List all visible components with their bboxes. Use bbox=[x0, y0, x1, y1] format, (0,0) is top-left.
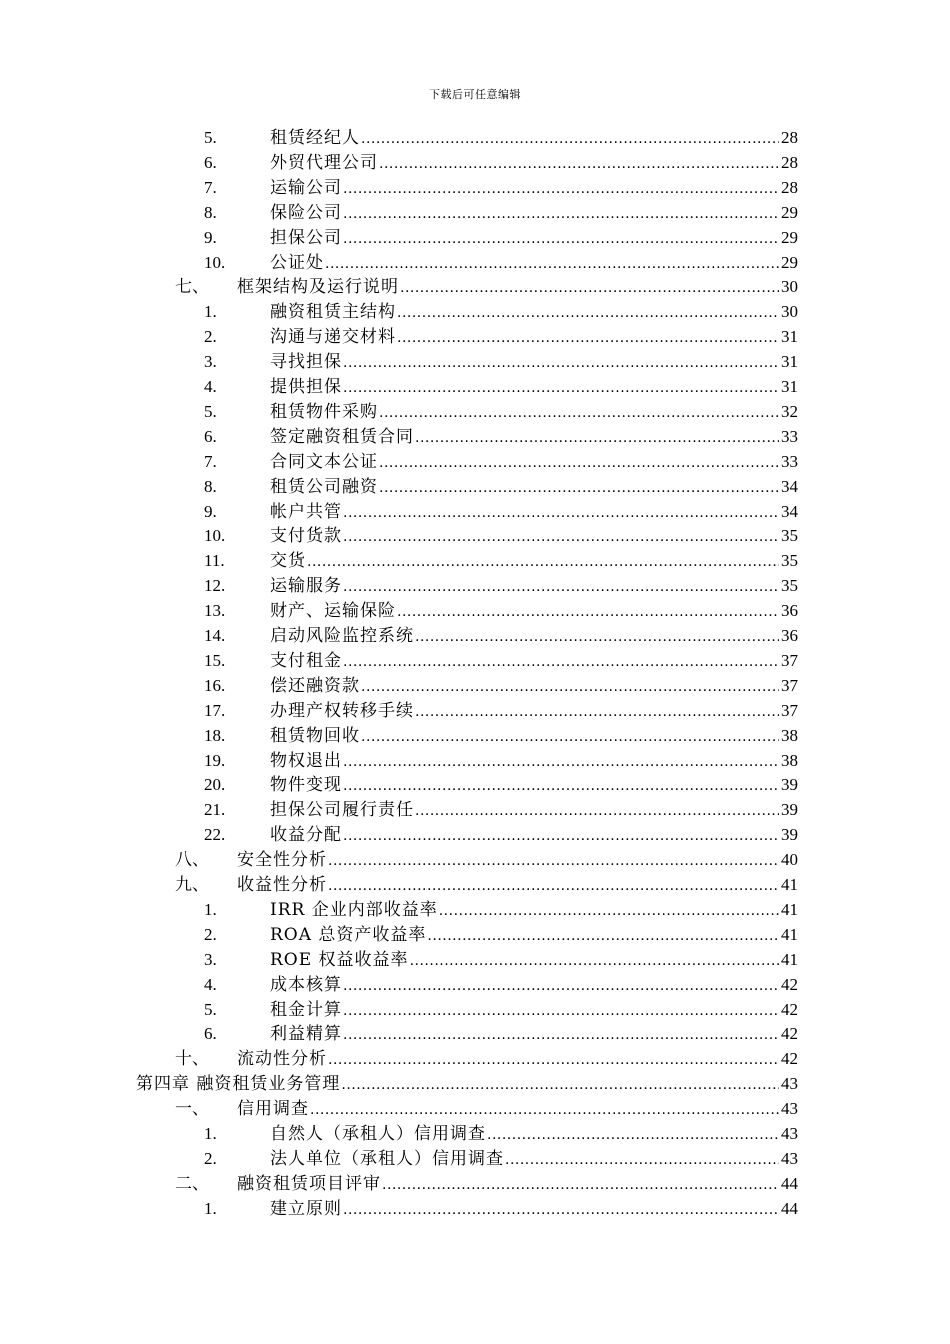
toc-entry-number: 8. bbox=[204, 202, 217, 222]
toc-entry-page: 37 bbox=[781, 675, 798, 695]
toc-entry-number: 八、 bbox=[175, 850, 209, 870]
toc-entry[interactable] bbox=[204, 399, 798, 424]
toc-entry-page: 41 bbox=[781, 875, 798, 894]
toc-entry-title: 利益精算 bbox=[270, 1024, 342, 1045]
toc-entry-title: 成本核算 bbox=[270, 974, 342, 995]
toc-entry-title: 租金计算 bbox=[270, 999, 342, 1020]
toc-entry-number: 20. bbox=[204, 775, 226, 795]
toc-dot-leader bbox=[343, 650, 779, 675]
toc-entry-number: 12. bbox=[204, 576, 226, 596]
toc-entry-page: 33 bbox=[781, 451, 798, 471]
toc-dot-leader bbox=[343, 501, 779, 526]
toc-entry-number: 21. bbox=[204, 800, 226, 820]
toc-dot-leader bbox=[379, 451, 779, 476]
toc-entry-number: 4. bbox=[204, 377, 217, 396]
toc-entry-page: 29 bbox=[781, 252, 798, 272]
toc-dot-leader bbox=[379, 152, 779, 177]
toc-dot-leader bbox=[410, 949, 779, 974]
toc-entry-title: 交货 bbox=[270, 551, 306, 572]
toc-entry-page: 38 bbox=[781, 725, 798, 745]
toc-dot-leader bbox=[415, 426, 779, 451]
toc-entry-title: ROA 总资产收益率 bbox=[270, 924, 427, 945]
toc-entry-title: 收益分配 bbox=[270, 825, 342, 846]
toc-entry-title: 沟通与递交材料 bbox=[270, 327, 396, 348]
toc-entry[interactable] bbox=[136, 1071, 798, 1096]
toc-dot-leader bbox=[379, 476, 779, 501]
toc-dot-leader bbox=[343, 750, 779, 775]
toc-dot-leader bbox=[415, 625, 779, 650]
toc-dot-leader bbox=[361, 127, 779, 152]
toc-entry-page: 39 bbox=[781, 800, 798, 820]
toc-entry-title: 物权退出 bbox=[270, 750, 342, 771]
toc-entry[interactable] bbox=[204, 723, 798, 748]
toc-entry-title: 财产、运输保险 bbox=[270, 601, 396, 622]
toc-dot-leader bbox=[343, 824, 779, 849]
toc-entry-page: 36 bbox=[781, 601, 798, 621]
toc-entry-number: 9. bbox=[204, 227, 217, 247]
toc-entry-title: 帐户共管 bbox=[270, 501, 342, 522]
toc-dot-leader bbox=[328, 874, 779, 899]
toc-entry-number: 1. bbox=[204, 1198, 217, 1218]
toc-entry-page: 44 bbox=[781, 1173, 798, 1193]
toc-entry-page: 42 bbox=[781, 999, 798, 1019]
toc-entry[interactable] bbox=[204, 175, 798, 200]
toc-entry[interactable] bbox=[175, 1096, 798, 1121]
toc-dot-leader bbox=[343, 227, 779, 252]
toc-dot-leader bbox=[397, 326, 779, 351]
toc-entry-page: 29 bbox=[781, 202, 798, 222]
toc-entry[interactable] bbox=[175, 872, 798, 897]
toc-dot-leader bbox=[343, 999, 779, 1024]
toc-dot-leader bbox=[379, 401, 779, 426]
toc-entry-title: 物件变现 bbox=[270, 775, 342, 796]
toc-entry-number: 5. bbox=[204, 401, 217, 421]
toc-entry-page: 37 bbox=[781, 650, 798, 670]
toc-entry-number: 1. bbox=[204, 899, 217, 919]
toc-entry[interactable] bbox=[204, 548, 798, 573]
toc-entry-title: 运输公司 bbox=[270, 177, 342, 198]
toc-entry-number: 2. bbox=[204, 924, 217, 944]
toc-entry-number: 4. bbox=[204, 974, 217, 994]
toc-entry-title: 安全性分析 bbox=[237, 850, 327, 871]
toc-entry[interactable] bbox=[204, 499, 798, 524]
toc-entry-page: 32 bbox=[781, 401, 798, 421]
toc-dot-leader bbox=[439, 899, 779, 924]
toc-entry[interactable] bbox=[204, 598, 798, 623]
toc-entry[interactable] bbox=[204, 897, 798, 922]
toc-dot-leader bbox=[415, 700, 779, 725]
toc-entry-page: 42 bbox=[781, 1024, 798, 1044]
toc-entry[interactable] bbox=[204, 349, 798, 374]
toc-entry-title: 寻找担保 bbox=[270, 352, 342, 373]
toc-entry[interactable] bbox=[204, 1121, 798, 1146]
toc-entry-number: 22. bbox=[204, 825, 226, 845]
toc-entry-title: 流动性分析 bbox=[237, 1049, 327, 1070]
toc-dot-leader bbox=[343, 351, 779, 376]
toc-entry-page: 39 bbox=[781, 825, 798, 845]
toc-entry-page: 31 bbox=[781, 327, 798, 347]
toc-dot-leader bbox=[505, 1148, 779, 1173]
toc-entry-title: 支付货款 bbox=[270, 526, 342, 547]
toc-entry[interactable] bbox=[204, 947, 798, 972]
toc-dot-leader bbox=[343, 177, 779, 202]
toc-entry-page: 43 bbox=[781, 1074, 798, 1094]
toc-entry-title: 租赁经纪人 bbox=[270, 128, 360, 148]
toc-entry-page: 28 bbox=[781, 152, 798, 172]
toc-entry-page: 39 bbox=[781, 775, 798, 795]
toc-entry[interactable] bbox=[204, 474, 798, 499]
toc-entry-title: 公证处 bbox=[270, 252, 324, 273]
toc-entry[interactable] bbox=[204, 648, 798, 673]
toc-entry-page: 43 bbox=[781, 1099, 798, 1119]
toc-entry-page: 35 bbox=[781, 576, 798, 596]
toc-entry[interactable] bbox=[204, 150, 798, 175]
toc-entry-page: 29 bbox=[781, 227, 798, 247]
toc-entry[interactable] bbox=[204, 573, 798, 598]
toc-dot-leader bbox=[361, 725, 779, 750]
toc-entry[interactable] bbox=[175, 274, 798, 299]
page-header: 下载后可任意编辑 bbox=[429, 88, 521, 101]
toc-entry-title: 租赁物回收 bbox=[270, 725, 360, 746]
toc-dot-leader bbox=[341, 1073, 779, 1098]
toc-entry[interactable] bbox=[204, 922, 798, 947]
toc-entry-number: 1. bbox=[204, 302, 217, 322]
toc-dot-leader bbox=[361, 675, 779, 700]
toc-entry-title: 担保公司履行责任 bbox=[270, 800, 414, 821]
toc-entry-page: 36 bbox=[781, 626, 798, 645]
toc-entry-page: 34 bbox=[781, 476, 798, 496]
toc-entry-number: 18. bbox=[204, 725, 226, 745]
toc-entry[interactable] bbox=[204, 748, 798, 773]
toc-entry-number: 3. bbox=[204, 949, 217, 969]
toc-entry-title: 租赁物件采购 bbox=[270, 401, 378, 422]
toc-entry[interactable] bbox=[204, 772, 798, 797]
toc-entry[interactable] bbox=[204, 125, 798, 150]
toc-entry[interactable] bbox=[175, 1046, 798, 1071]
toc-entry-title: 办理产权转移手续 bbox=[270, 700, 414, 721]
toc-entry-title: 框架结构及运行说明 bbox=[237, 277, 399, 298]
toc-entry-number: 11. bbox=[204, 551, 225, 571]
toc-entry-page: 40 bbox=[781, 850, 798, 870]
toc-entry[interactable] bbox=[204, 698, 798, 723]
toc-entry-number: 7. bbox=[204, 451, 217, 471]
toc-entry-number: 7. bbox=[204, 177, 217, 197]
toc-entry-number: 一、 bbox=[175, 1099, 209, 1119]
toc-entry-page: 28 bbox=[781, 177, 798, 197]
toc-entry-number: 19. bbox=[204, 750, 226, 770]
toc-entry-number: 2. bbox=[204, 1148, 217, 1168]
toc-entry[interactable] bbox=[204, 225, 798, 250]
toc-entry-page: 42 bbox=[781, 1049, 798, 1069]
toc-entry-title: 第四章 融资租赁业务管理 bbox=[136, 1074, 341, 1095]
toc-entry-page: 35 bbox=[781, 526, 798, 546]
toc-entry-page: 43 bbox=[781, 1124, 798, 1143]
toc-entry[interactable] bbox=[204, 299, 798, 324]
toc-entry-page: 41 bbox=[781, 924, 798, 944]
toc-entry[interactable] bbox=[204, 324, 798, 349]
toc-entry[interactable] bbox=[204, 424, 798, 449]
toc-entry-title: 支付租金 bbox=[270, 650, 342, 671]
toc-dot-leader bbox=[343, 525, 779, 550]
toc-entry-number: 9. bbox=[204, 501, 217, 521]
toc-dot-leader bbox=[427, 924, 779, 949]
toc-entry-page: 28 bbox=[781, 128, 798, 147]
toc-entry-number: 七、 bbox=[175, 277, 209, 297]
toc-entry-page: 38 bbox=[781, 750, 798, 770]
toc-dot-leader bbox=[400, 276, 779, 301]
toc-entry-page: 41 bbox=[781, 899, 798, 919]
toc-entry-number: 14. bbox=[204, 626, 226, 645]
toc-entry[interactable] bbox=[204, 449, 798, 474]
toc-entry-number: 10. bbox=[204, 526, 226, 546]
toc-dot-leader bbox=[397, 301, 779, 326]
toc-entry-title: 提供担保 bbox=[270, 377, 342, 397]
toc-entry-number: 6. bbox=[204, 426, 217, 446]
toc-entry-number: 九、 bbox=[175, 875, 209, 894]
toc-entry-title: 法人单位（承租人）信用调查 bbox=[270, 1148, 504, 1169]
toc-entry-number: 16. bbox=[204, 675, 226, 695]
toc-entry-page: 30 bbox=[781, 277, 798, 297]
toc-entry-number: 5. bbox=[204, 128, 217, 147]
toc-entry-page: 34 bbox=[781, 501, 798, 521]
toc-entry[interactable] bbox=[175, 847, 798, 872]
toc-entry-number: 6. bbox=[204, 152, 217, 172]
toc-dot-leader bbox=[307, 550, 779, 575]
toc-dot-leader bbox=[343, 1198, 779, 1223]
toc-entry[interactable] bbox=[204, 822, 798, 847]
toc-entry-page: 33 bbox=[781, 426, 798, 446]
toc-entry-title: ROE 权益收益率 bbox=[270, 949, 409, 970]
toc-dot-leader bbox=[397, 600, 779, 625]
toc-dot-leader bbox=[382, 1173, 779, 1198]
toc-entry-page: 43 bbox=[781, 1148, 798, 1168]
toc-dot-leader bbox=[325, 252, 779, 277]
toc-entry-number: 6. bbox=[204, 1024, 217, 1044]
toc-entry-title: 担保公司 bbox=[270, 227, 342, 248]
toc-dot-leader bbox=[343, 1023, 779, 1048]
toc-entry[interactable] bbox=[204, 374, 798, 399]
toc-dot-leader bbox=[310, 1098, 779, 1123]
toc-entry[interactable] bbox=[204, 673, 798, 698]
toc-entry[interactable] bbox=[204, 200, 798, 225]
toc-entry-page: 35 bbox=[781, 551, 798, 571]
toc-entry[interactable] bbox=[175, 1171, 798, 1196]
toc-entry-page: 30 bbox=[781, 302, 798, 322]
toc-entry[interactable] bbox=[204, 1196, 798, 1221]
toc-entry-title: 运输服务 bbox=[270, 576, 342, 597]
toc-entry[interactable] bbox=[204, 523, 798, 548]
toc-entry[interactable] bbox=[204, 250, 798, 275]
toc-dot-leader bbox=[328, 1048, 779, 1073]
toc-entry[interactable] bbox=[204, 997, 798, 1022]
toc-entry-number: 十、 bbox=[175, 1049, 209, 1069]
toc-dot-leader bbox=[415, 799, 779, 824]
toc-entry-title: IRR 企业内部收益率 bbox=[270, 899, 438, 920]
toc-entry-title: 融资租赁项目评审 bbox=[237, 1173, 381, 1194]
toc-entry-page: 31 bbox=[781, 352, 798, 372]
toc-entry-title: 自然人（承租人）信用调查 bbox=[270, 1124, 486, 1144]
toc-dot-leader bbox=[343, 974, 779, 999]
toc-entry[interactable] bbox=[204, 1021, 798, 1046]
toc-entry-page: 42 bbox=[781, 974, 798, 994]
toc-entry-title: 偿还融资款 bbox=[270, 675, 360, 696]
toc-entry[interactable] bbox=[204, 623, 798, 648]
toc-dot-leader bbox=[343, 575, 779, 600]
toc-entry-page: 41 bbox=[781, 949, 798, 969]
toc-entry-title: 启动风险监控系统 bbox=[270, 626, 414, 646]
toc-entry-title: 租赁公司融资 bbox=[270, 476, 378, 497]
toc-dot-leader bbox=[487, 1123, 779, 1148]
toc-entry[interactable] bbox=[204, 972, 798, 997]
toc-entry-title: 信用调查 bbox=[237, 1099, 309, 1120]
toc-entry-page: 44 bbox=[781, 1198, 798, 1218]
toc-dot-leader bbox=[328, 849, 779, 874]
toc-entry-title: 建立原则 bbox=[270, 1198, 342, 1219]
toc-entry-number: 1. bbox=[204, 1124, 217, 1143]
toc-entry-title: 保险公司 bbox=[270, 202, 342, 223]
toc-entry-page: 37 bbox=[781, 700, 798, 720]
toc-entry-number: 13. bbox=[204, 601, 226, 621]
toc-entry-number: 2. bbox=[204, 327, 217, 347]
toc-entry-number: 17. bbox=[204, 700, 226, 720]
toc-entry-number: 15. bbox=[204, 650, 226, 670]
toc-entry[interactable] bbox=[204, 1146, 798, 1171]
toc-entry-number: 3. bbox=[204, 352, 217, 372]
toc-entry-number: 8. bbox=[204, 476, 217, 496]
toc-entry-title: 融资租赁主结构 bbox=[270, 302, 396, 323]
toc-entry-title: 合同文本公证 bbox=[270, 451, 378, 472]
toc-entry[interactable] bbox=[204, 797, 798, 822]
toc-entry-page: 31 bbox=[781, 377, 798, 396]
toc-dot-leader bbox=[343, 202, 779, 227]
toc-entry-number: 二、 bbox=[175, 1173, 209, 1193]
toc-entry-number: 5. bbox=[204, 999, 217, 1019]
toc-entry-title: 签定融资租赁合同 bbox=[270, 426, 414, 447]
toc-entry-title: 收益性分析 bbox=[237, 875, 327, 895]
toc-dot-leader bbox=[343, 376, 779, 401]
toc-dot-leader bbox=[343, 774, 779, 799]
toc-entry-number: 10. bbox=[204, 252, 226, 272]
toc-entry-title: 外贸代理公司 bbox=[270, 152, 378, 173]
